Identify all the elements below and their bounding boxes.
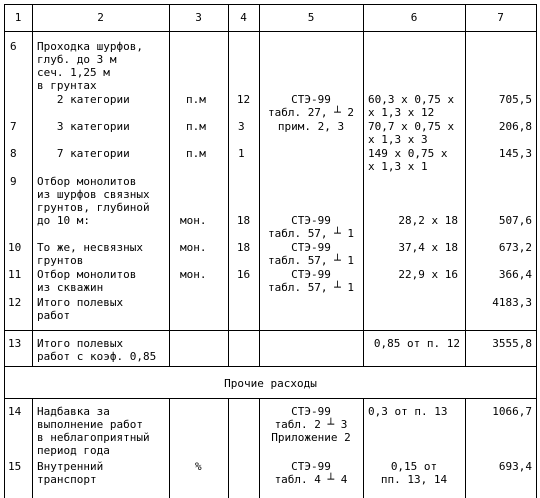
row-number: 6 xyxy=(10,40,17,53)
row-13-bottom xyxy=(4,366,537,367)
header-col-3: 3 xyxy=(195,11,202,24)
unit: п.м xyxy=(186,147,206,160)
total-cost: 366,4 xyxy=(498,268,532,281)
price-basis: СТЭ-99 xyxy=(291,405,331,418)
price-basis: табл. 27, ┴ 2 xyxy=(267,106,355,119)
price-basis: СТЭ-99 xyxy=(291,268,331,281)
calculation: х 1,3 х 3 xyxy=(368,133,428,146)
calculation: 28,2 х 18 xyxy=(398,214,458,227)
price-basis: табл. 4 ┴ 4 xyxy=(274,473,348,486)
header-col-2: 2 xyxy=(97,11,104,24)
header-col-5: 5 xyxy=(307,11,315,24)
calculation: 0,15 от xyxy=(390,460,438,473)
row-number: 9 xyxy=(10,175,17,188)
unit: п.м xyxy=(186,93,206,106)
work-description: Отбор монолитов xyxy=(37,175,137,188)
calculation: 149 х 0,75 х xyxy=(368,147,448,160)
quantity: 3 xyxy=(238,120,245,133)
total-cost: 705,5 xyxy=(498,93,532,106)
price-basis: СТЭ-99 xyxy=(291,214,331,227)
col-divider-2-lower xyxy=(169,398,170,498)
work-description: в неблагоприятный xyxy=(37,431,150,444)
total-cost: 507,6 xyxy=(498,214,532,227)
quantity: 18 xyxy=(236,241,251,254)
calculation: 70,7 х 0,75 х xyxy=(368,120,455,133)
work-description: из шурфов связных xyxy=(37,188,150,201)
table-border-left xyxy=(4,4,5,498)
unit: мон. xyxy=(180,241,207,254)
total-cost: 145,3 xyxy=(498,147,532,160)
work-description: глуб. до 3 м xyxy=(37,53,117,66)
col-divider-1-lower xyxy=(32,398,33,498)
table-border-top xyxy=(4,4,537,5)
work-description: работ xyxy=(37,309,71,322)
section-heading-other-costs: Прочие расходы xyxy=(224,377,317,390)
work-description: Итого полевых xyxy=(37,296,124,309)
row-number: 11 xyxy=(8,268,22,281)
work-description: до 10 м: xyxy=(37,214,90,227)
quantity: 16 xyxy=(236,268,251,281)
subtotal-field-work: 4183,3 xyxy=(492,296,532,309)
calculation: 0,3 от п. 13 xyxy=(368,405,448,418)
row-number: 10 xyxy=(8,241,22,254)
unit: п.м xyxy=(186,120,206,133)
work-description: Проходка шурфов, xyxy=(37,40,143,53)
header-col-4: 4 xyxy=(240,11,247,24)
section-divider xyxy=(4,398,537,399)
work-description: выполнение работ xyxy=(37,418,143,431)
price-basis: табл. 57, ┴ 1 xyxy=(267,281,355,294)
quantity: 12 xyxy=(236,93,251,106)
calculation: х 1,3 х 1 xyxy=(368,160,428,173)
row-number: 13 xyxy=(8,337,22,350)
header-divider xyxy=(4,31,537,32)
work-description: 7 категории xyxy=(37,147,130,160)
total-cost: 3555,8 xyxy=(492,337,532,350)
work-description: грунтов, глубиной xyxy=(37,201,150,214)
work-description: период года xyxy=(37,444,110,457)
calculation: пп. 13, 14 xyxy=(380,473,448,486)
calculation: 22,9 х 16 xyxy=(398,268,458,281)
total-cost: 1066,7 xyxy=(492,405,532,418)
calculation: х 1,3 х 12 xyxy=(368,106,435,119)
calculation: 0,85 от п. 12 xyxy=(373,337,460,350)
total-cost: 206,8 xyxy=(498,120,532,133)
work-description: транспорт xyxy=(37,473,97,486)
total-cost: 673,2 xyxy=(498,241,532,254)
work-description: грунтов xyxy=(37,254,84,267)
col-divider-2 xyxy=(169,4,170,366)
col-divider-6 xyxy=(465,4,466,366)
row-number: 15 xyxy=(8,460,22,473)
work-description: сеч. 1,25 м xyxy=(37,66,110,79)
work-description: Отбор монолитов xyxy=(37,268,137,281)
col-divider-1 xyxy=(32,4,33,366)
quantity: 18 xyxy=(236,214,251,227)
col-divider-3 xyxy=(228,4,229,366)
work-description: Итого полевых xyxy=(37,337,124,350)
price-basis: СТЭ-99 xyxy=(291,241,331,254)
header-col-7: 7 xyxy=(497,11,504,24)
work-description: 2 категории xyxy=(37,93,130,106)
unit: мон. xyxy=(180,268,207,281)
work-description: Внутренний xyxy=(37,460,104,473)
price-basis: прим. 2, 3 xyxy=(277,120,345,133)
row-number: 14 xyxy=(8,405,22,418)
col-divider-3-lower xyxy=(228,398,229,498)
row-13-top xyxy=(4,330,537,331)
price-basis: табл. 2 ┴ 3 xyxy=(274,418,348,431)
price-basis: Приложение 2 xyxy=(271,431,351,444)
row-number: 8 xyxy=(10,147,17,160)
price-basis: СТЭ-99 xyxy=(291,93,331,106)
table-border-right xyxy=(536,4,537,498)
calculation: 60,3 х 0,75 х xyxy=(368,93,455,106)
row-number: 7 xyxy=(10,120,17,133)
price-basis: СТЭ-99 xyxy=(291,460,331,473)
work-description: из скважин xyxy=(37,281,104,294)
price-basis: табл. 57, ┴ 1 xyxy=(267,254,355,267)
quantity: 1 xyxy=(238,147,245,160)
work-description: 3 категории xyxy=(37,120,130,133)
work-description: Надбавка за xyxy=(37,405,110,418)
work-description: работ с коэф. 0,85 xyxy=(37,350,157,363)
header-col-6: 6 xyxy=(410,11,418,24)
unit: мон. xyxy=(180,214,207,227)
total-cost: 693,4 xyxy=(498,460,532,473)
work-description: в грунтах xyxy=(37,79,97,92)
row-number: 12 xyxy=(8,296,22,309)
col-divider-5 xyxy=(363,4,364,366)
calculation: 37,4 х 18 xyxy=(398,241,458,254)
work-description: То же, несвязных xyxy=(37,241,143,254)
header-col-1: 1 xyxy=(14,11,22,24)
col-divider-4 xyxy=(259,4,260,366)
price-basis: табл. 57, ┴ 1 xyxy=(267,227,355,240)
unit: % xyxy=(195,460,202,473)
